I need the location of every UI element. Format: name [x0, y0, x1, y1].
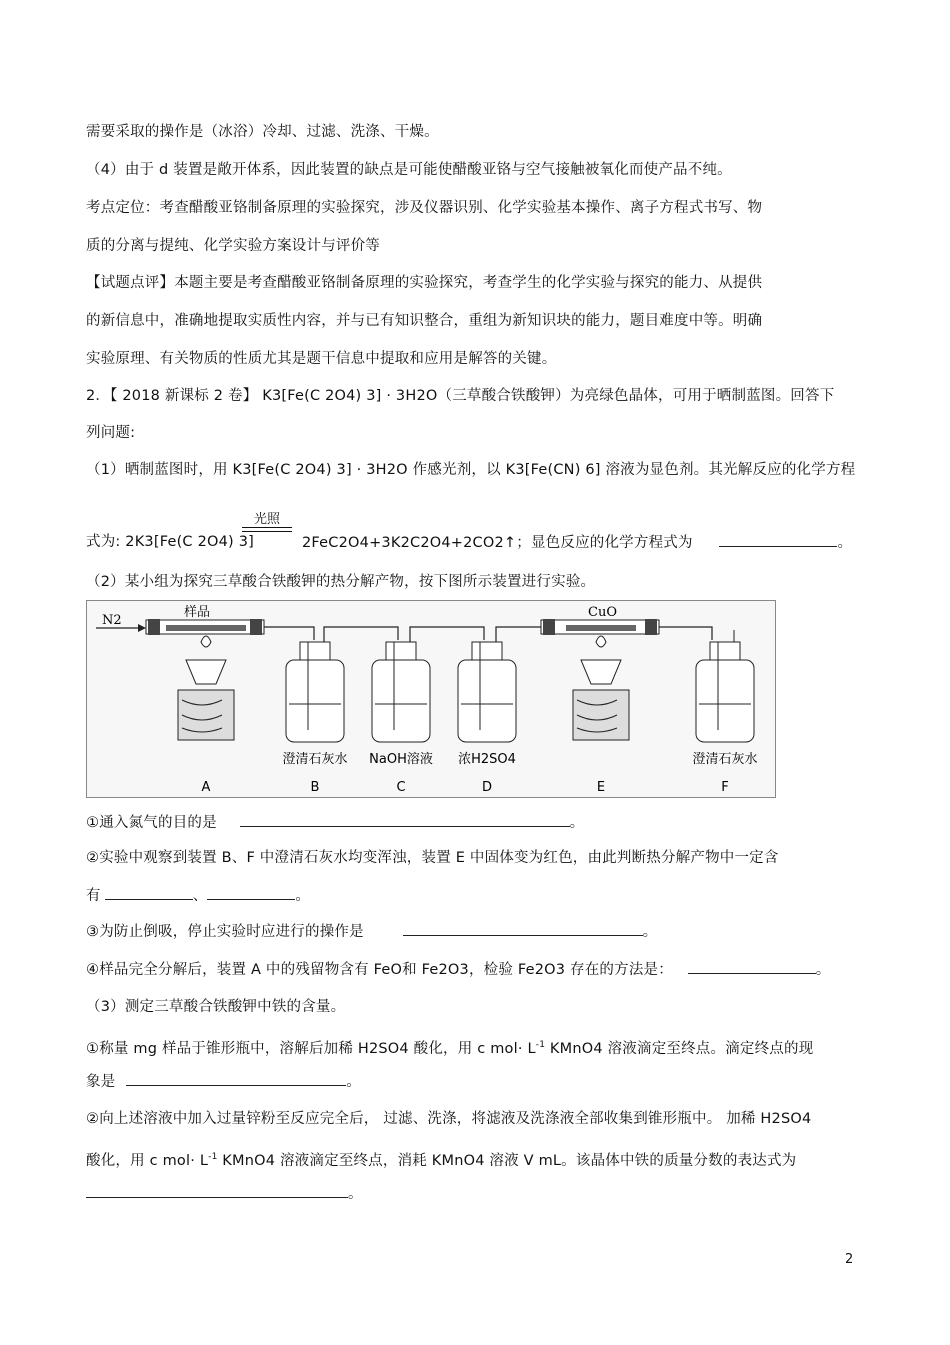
text-line: 实验原理、有关物质的性质尤其是题干信息中提取和应用是解答的关键。: [86, 351, 557, 367]
text-line: 的新信息中，准确地提取实质性内容，并与已有知识整合，重组为新知识块的能力，题目难度中等。明确: [86, 313, 763, 329]
text-line: 列问题:: [86, 425, 136, 441]
question-2-2-intro: （2）某小组为探究三草酸合铁酸钾的热分解产物，按下图所示装置进行实验。: [86, 574, 596, 590]
equation-line: [86, 532, 254, 552]
apparatus-letter-b: B: [310, 780, 320, 795]
question-line: ②向上述溶液中加入过量锌粉至反应完全后， 过滤、洗涤，将滤液及洗涤液全部收集到锥形瓶中。 加稀 H2SO4: [86, 1111, 812, 1127]
answer-blank[interactable]: [105, 885, 193, 900]
reagent-label-d: 浓H2SO4: [458, 752, 516, 767]
text-line: 质的分离与提纯、化学实验方案设计与评价等: [86, 238, 380, 254]
apparatus-letter-e: E: [596, 780, 606, 795]
question-line: ③为防止倒吸，停止实验时应进行的操作是 。: [86, 921, 657, 942]
question-line: 象是 。: [86, 1071, 361, 1092]
question-line: ①称量 mg 样品于锥形瓶中，溶解后加稀 H2SO4 酸化，用 c $mol\cdot L^{-1}$ KMnO4 溶液滴定至终点。滴定终点的现: [86, 1040, 814, 1057]
answer-blank[interactable]: [86, 1183, 348, 1198]
text-line: 需要采取的操作是（冰浴）冷却、过滤、洗涤、干燥。: [86, 124, 439, 140]
apparatus-letter-a: A: [201, 780, 211, 795]
text-line: （4）由于 d 装置是敞开体系，因此装置的缺点是可能使醋酸亚铬与空气接触被氧化而使产品不纯。: [86, 162, 732, 178]
question-line: （3）测定三草酸合铁酸钾中铁的含量。: [86, 999, 346, 1015]
answer-blank[interactable]: [719, 532, 837, 547]
equation-condition: 光照: [253, 512, 280, 527]
question-2-stem: 2．【 2018 新课标 2 卷】 K3[Fe(C 2O4) 3] · 3H2O（三草酸合铁酸钾）为亮绿色晶体，可用于晒制蓝图。回答下: [86, 388, 835, 404]
answer-blank[interactable]: [688, 959, 816, 974]
cuo-label: CuO: [588, 605, 617, 620]
text-line: 考点定位：考查醋酸亚铬制备原理的实验探究，涉及仪器识别、化学实验基本操作、离子方程式书写、物: [86, 200, 763, 216]
page-number: 2: [845, 1252, 854, 1267]
equation-arrow-bottom: [242, 531, 292, 532]
apparatus-letter-d: D: [481, 780, 493, 795]
answer-blank[interactable]: [126, 1071, 346, 1086]
answer-blank[interactable]: [240, 812, 570, 827]
answer-blank[interactable]: [403, 921, 643, 936]
question-line: 有 、 。: [86, 885, 310, 906]
reagent-label-c: NaOH溶液: [369, 752, 433, 767]
apparatus-letter-f: F: [721, 780, 729, 795]
question-line: ②实验中观察到装置 B、F 中澄清石灰水均变浑浊，装置 E 中固体变为红色，由此判断热分解产物中一定含: [86, 850, 779, 866]
n2-label: N2: [102, 613, 122, 628]
reagent-label-b: 澄清石灰水: [282, 752, 348, 767]
equation-reactant: 式为: 2K3[Fe(C 2O4) 3]: [86, 534, 254, 550]
sample-label: 样品: [184, 605, 211, 620]
apparatus-letter-c: C: [396, 780, 406, 795]
question-line: 酸化，用 c $mol\cdot L^{-1}$ KMnO4 溶液滴定至终点，消耗 KMnO4 溶液 V mL。该晶体中铁的质量分数的表达式为: [86, 1152, 797, 1169]
question-line: ④样品完全分解后，装置 A 中的残留物含有 FeO和 Fe2O3，检验 Fe2O3 存在的方法是： 。: [86, 959, 830, 980]
reagent-label-f: 澄清石灰水: [692, 752, 758, 767]
equation-products: 2FeC2O4+3K2C2O4+2CO2↑；显色反应的化学方程式为 。: [302, 532, 852, 553]
text-line: （1）晒制蓝图时，用 K3[Fe(C 2O4) 3] · 3H2O 作感光剂，以 K3[Fe(CN) 6] 溶液为显色剂。其光解反应的化学方程: [86, 462, 856, 478]
question-line: ①通入氮气的目的是 。: [86, 812, 584, 833]
equation-arrow-top: [242, 527, 292, 528]
apparatus-diagram: [86, 600, 776, 798]
text-line: 【试题点评】本题主要是考查醋酸亚铬制备原理的实验探究，考查学生的化学实验与探究的能力、从提供: [86, 275, 763, 291]
question-line: 。: [86, 1183, 363, 1204]
answer-blank[interactable]: [207, 885, 295, 900]
